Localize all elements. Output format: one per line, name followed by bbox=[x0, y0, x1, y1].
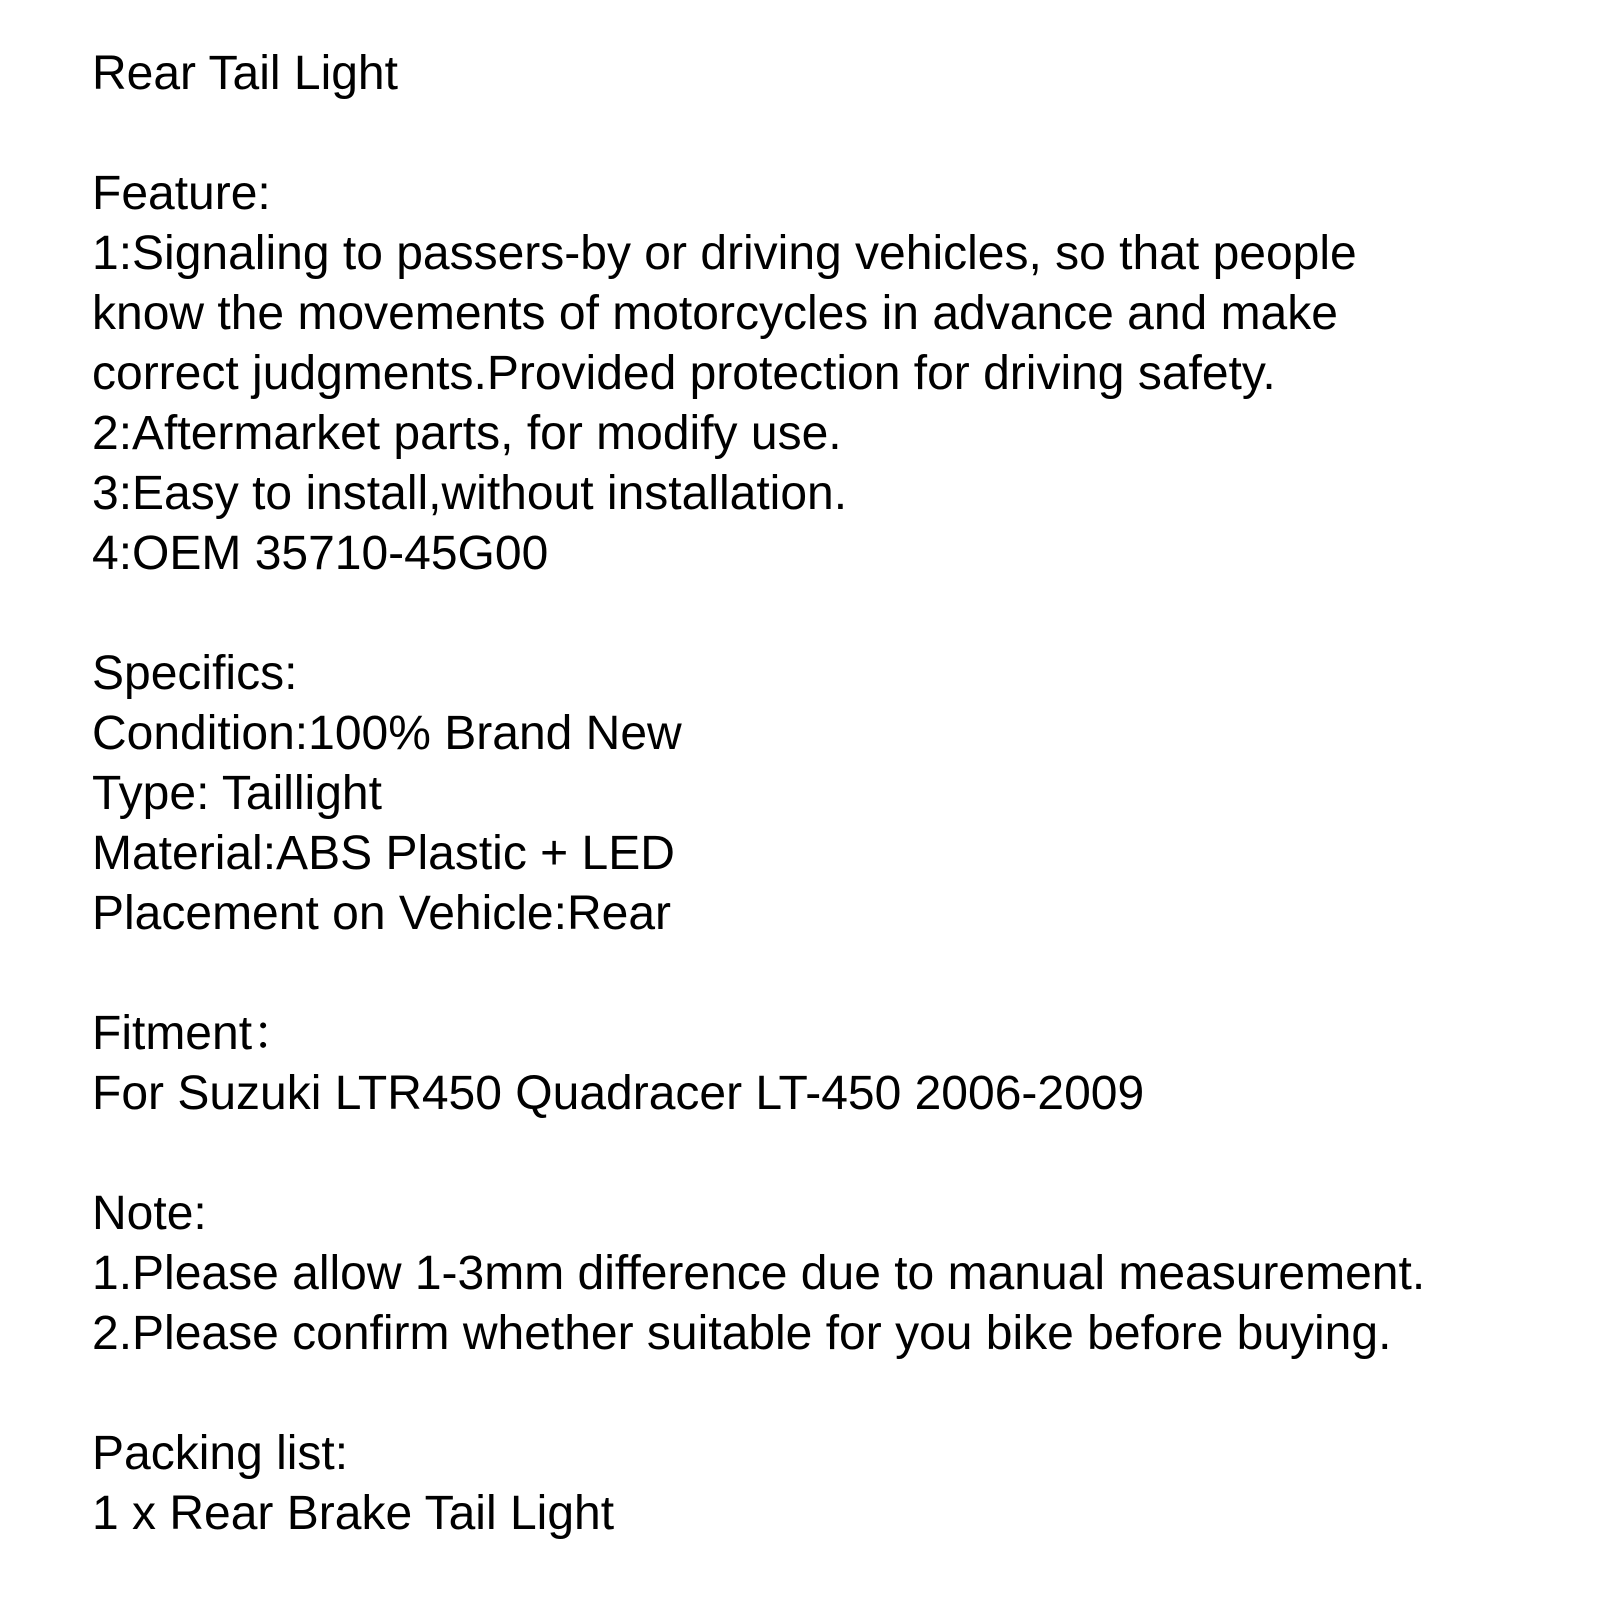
product-description bbox=[92, 44, 1582, 1544]
note-line: 2.Please confirm whether suitable for you bike before buying. bbox=[92, 1307, 1392, 1360]
specifics-line: Condition:100% Brand New bbox=[92, 707, 682, 760]
specifics-line: Type: Taillight bbox=[92, 767, 382, 820]
feature-line: 2:Aftermarket parts, for modify use. bbox=[92, 407, 842, 460]
specifics-line: Material:ABS Plastic + LED bbox=[92, 827, 675, 880]
note-heading: Note: bbox=[92, 1187, 207, 1240]
feature-line: know the movements of motorcycles in advance and make bbox=[92, 287, 1338, 340]
packing-line: 1 x Rear Brake Tail Light bbox=[92, 1487, 615, 1540]
spacer bbox=[92, 1124, 1582, 1184]
packing-heading: Packing list: bbox=[92, 1427, 349, 1480]
spacer bbox=[92, 584, 1582, 644]
fitment-line: For Suzuki LTR450 Quadracer LT-450 2006-2009 bbox=[92, 1067, 1145, 1120]
note-line: 1.Please allow 1-3mm difference due to manual measurement. bbox=[92, 1247, 1426, 1300]
feature-line: correct judgments.Provided protection for driving safety. bbox=[92, 347, 1276, 400]
fitment-heading: Fitment： bbox=[92, 1007, 301, 1060]
spacer bbox=[92, 944, 1582, 1004]
feature-line: 4:OEM 35710-45G00 bbox=[92, 527, 549, 580]
spacer bbox=[92, 1364, 1582, 1424]
feature-line: 1:Signaling to passers-by or driving vehicles, so that people bbox=[92, 227, 1357, 280]
document-title: Rear Tail Light bbox=[92, 47, 398, 100]
spacer bbox=[92, 104, 1582, 164]
feature-line: 3:Easy to install,without installation. bbox=[92, 467, 848, 520]
specifics-line: Placement on Vehicle:Rear bbox=[92, 887, 671, 940]
specifics-heading: Specifics: bbox=[92, 647, 298, 700]
feature-heading: Feature: bbox=[92, 167, 271, 220]
